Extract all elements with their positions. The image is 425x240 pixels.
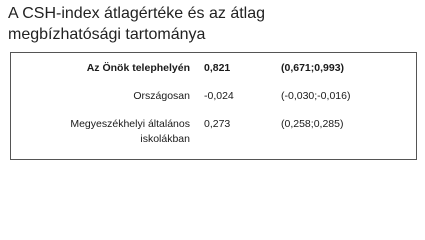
row-label-line2: iskolákban [140,133,190,145]
table-title: A CSH-index átlagértéke és az átlag megbízhatósági tartománya [8,5,266,43]
row-label [0,117,190,147]
row-mean-value: 0,273 [204,118,231,130]
row-mean-value: -0,024 [204,90,234,102]
row-confidence-interval: (0,258;0,285) [281,118,344,130]
row-mean-value: 0,821 [204,62,231,74]
row-confidence-interval: (-0,030;-0,016) [281,90,351,102]
row-label: Az Önök telephelyén [86,62,190,74]
results-table [10,52,417,160]
row-label-line1: Megyeszékhelyi általános [70,118,190,130]
row-confidence-interval: (0,671;0,993) [281,62,345,74]
row-label: Országosan [133,90,190,102]
